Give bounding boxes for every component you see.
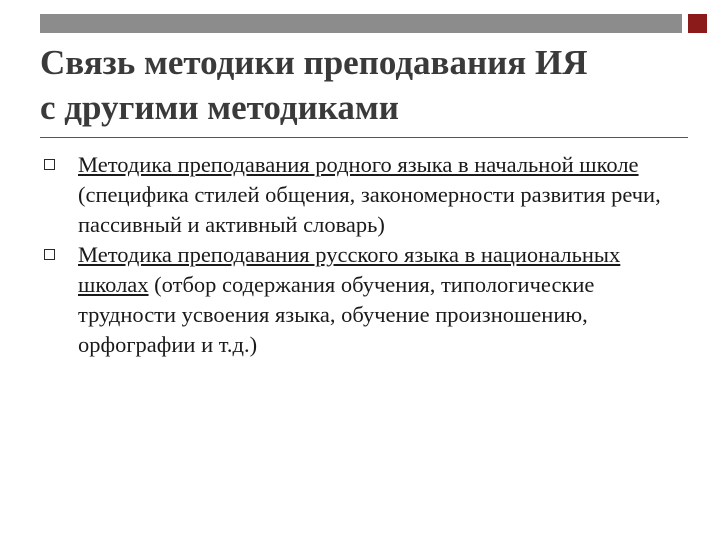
title-line-1: Связь методики преподавания ИЯ [40,43,588,82]
square-bullet-icon [44,159,55,170]
square-bullet-icon [44,249,55,260]
top-decorative-bar [40,14,682,33]
bullet-list [42,150,682,360]
slide-title [40,40,690,130]
list-item [42,240,682,360]
accent-square [688,14,707,33]
bullet-underlined-text: Методика преподавания родного языка в начальной школе [78,152,639,177]
title-divider [40,137,688,138]
bullet-underlined-text: Методика преподавания русского языка в национальных школах [78,242,621,297]
bullet-text: (отбор содержания обучения, типологические трудности усвоения языка, обучение произношению, орфографии и т.д.) [78,272,595,357]
title-line-2: с другими методиками [40,88,399,127]
list-item [42,150,682,240]
bullet-text: (специфика стилей общения, закономерности развития речи, пассивный и активный словарь) [78,182,661,237]
